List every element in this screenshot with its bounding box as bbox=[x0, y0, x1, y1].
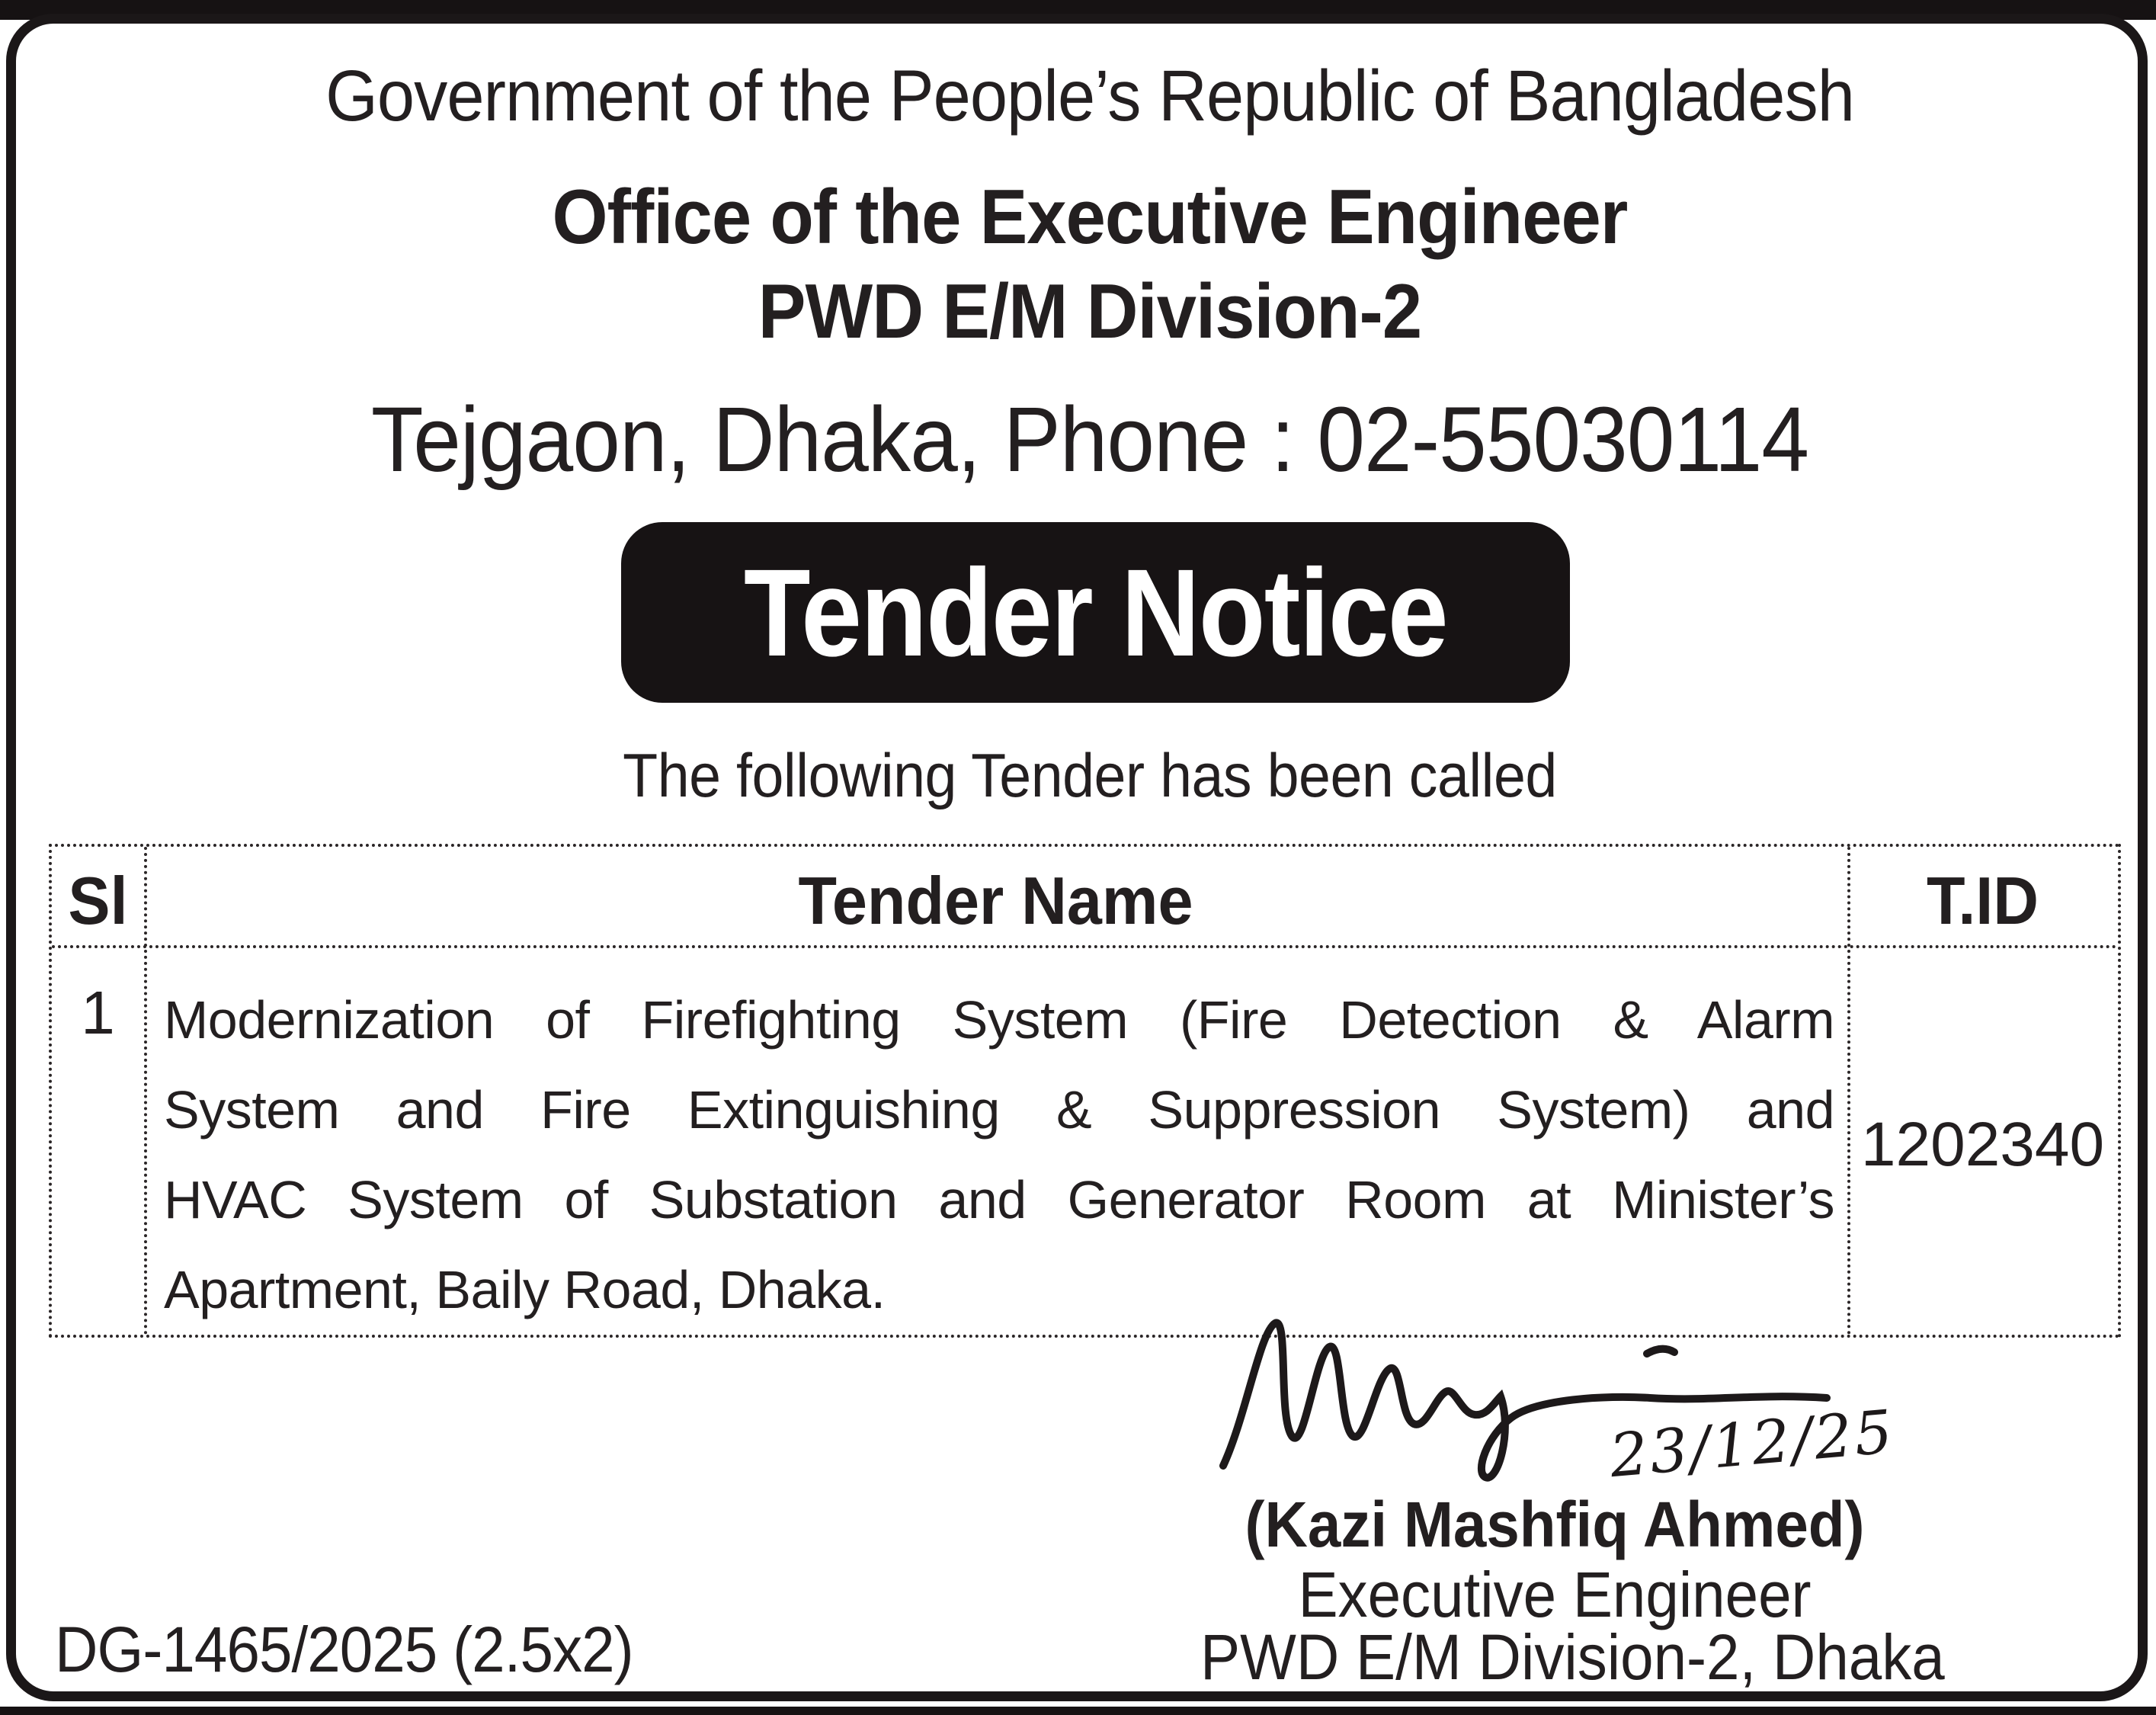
table-row-tender-name bbox=[164, 975, 1834, 1335]
tender-name-line: HVAC System of Substation and Generator Room at Minister’s bbox=[164, 1170, 1834, 1229]
signature-date: 23/12/25 bbox=[1607, 1397, 1898, 1492]
table-divider-name-tid bbox=[1847, 847, 1850, 1335]
signer-division: PWD E/M Division-2, Dhaka bbox=[1200, 1621, 1945, 1693]
government-line: Government of the People’s Republic of Bangladesh bbox=[325, 56, 1854, 136]
column-header-tid: T.ID bbox=[1926, 863, 2039, 938]
tender-name-line: System and Fire Extinguishing & Suppression System) and bbox=[164, 1080, 1834, 1140]
subtitle: The following Tender has been called bbox=[623, 742, 1557, 810]
tender-notice-badge bbox=[621, 522, 1570, 703]
division-line: PWD E/M Division-2 bbox=[758, 269, 1422, 354]
tender-table bbox=[49, 844, 2121, 1338]
signer-title: Executive Engineer bbox=[1298, 1559, 1812, 1630]
column-header-tender-name: Tender Name bbox=[798, 863, 1193, 938]
table-row-serial: 1 bbox=[81, 979, 115, 1047]
office-line: Office of the Executive Engineer bbox=[552, 175, 1628, 260]
table-divider-sl-name bbox=[144, 847, 147, 1335]
tender-name-line: Apartment, Baily Road, Dhaka. bbox=[164, 1260, 886, 1319]
signer-name: (Kazi Mashfiq Ahmed) bbox=[1245, 1489, 1865, 1560]
tender-notice-badge-label: Tender Notice bbox=[744, 542, 1447, 682]
footer-reference: DG-1465/2025 (2.5x2) bbox=[55, 1614, 633, 1685]
bottom-black-bar bbox=[0, 1707, 2156, 1715]
table-header-divider bbox=[52, 945, 2118, 948]
tender-name-line: Modernization of Firefighting System (Fire Detection & Alarm bbox=[164, 990, 1834, 1050]
table-row-tender-id: 1202340 bbox=[1860, 1110, 2105, 1179]
address-phone-line: Tejgaon, Dhaka, Phone : 02-55030114 bbox=[370, 387, 1809, 491]
column-header-sl: Sl bbox=[68, 863, 128, 938]
